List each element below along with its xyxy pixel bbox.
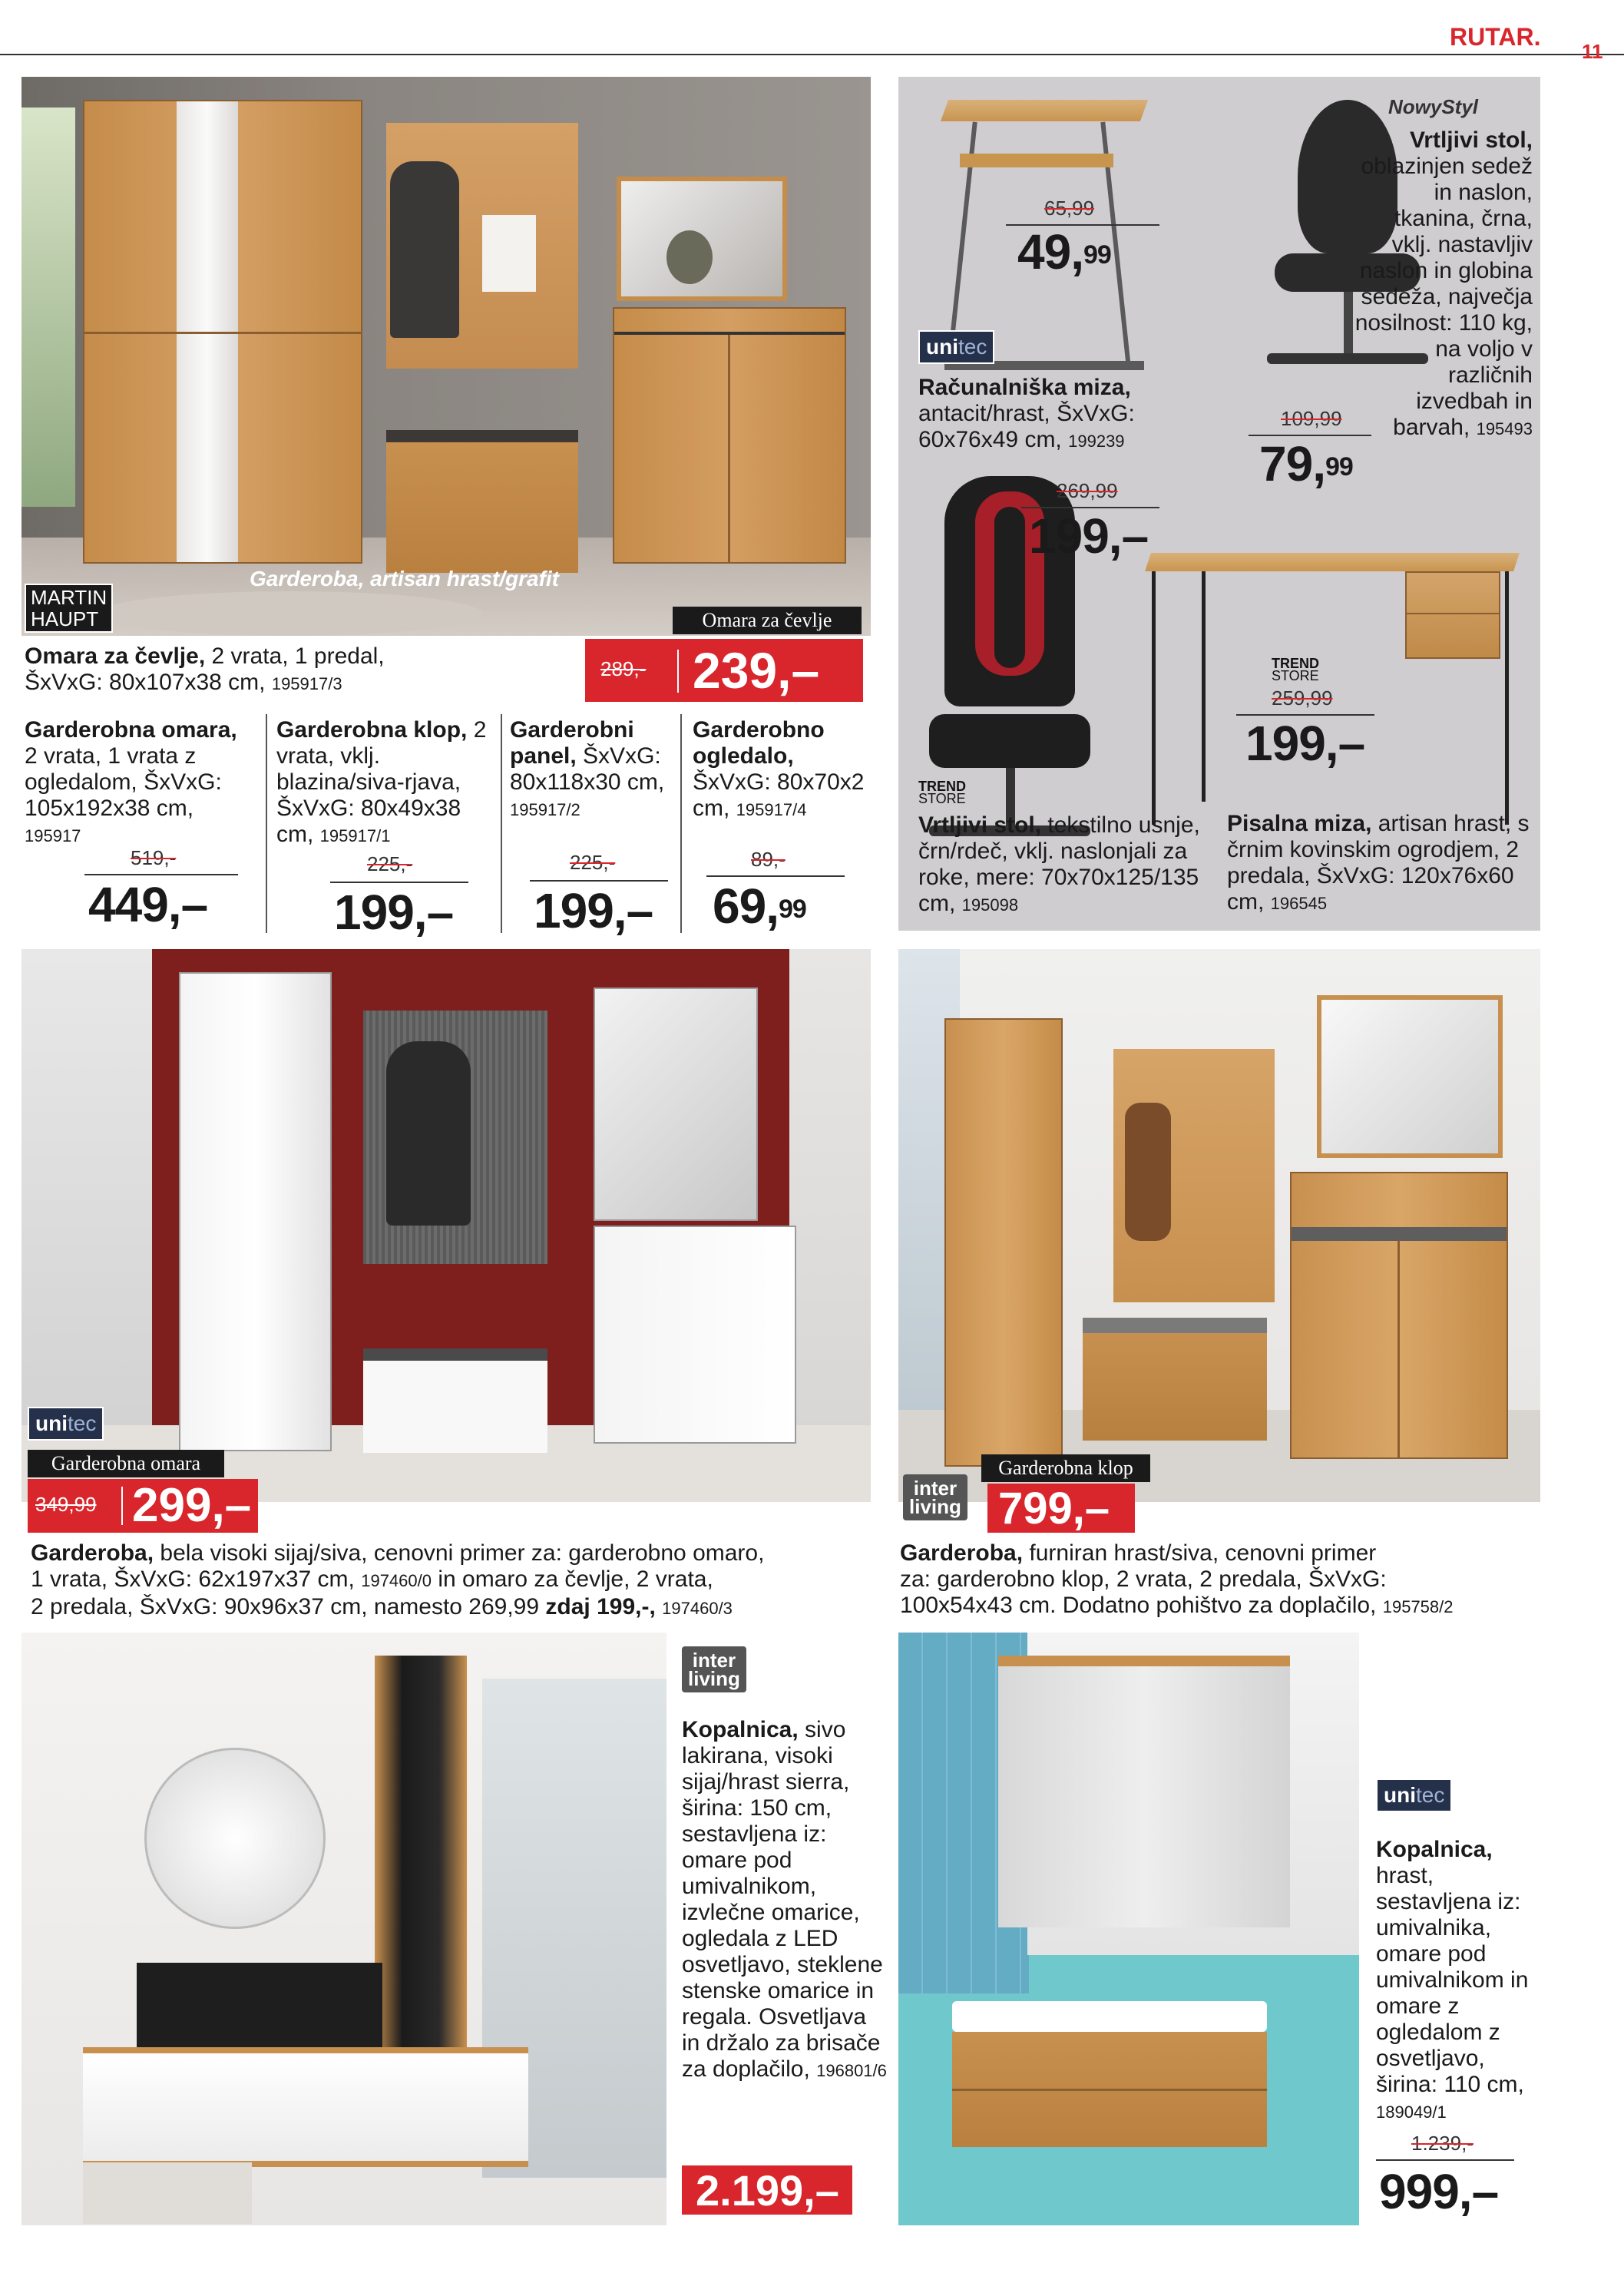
old-price: 225,- [570, 851, 616, 874]
desc-line-4: 2 predala, ŠxVxG: 90x96x37 cm, namesto 269,99 [31, 1594, 540, 1619]
price: 2.199,– [696, 2166, 839, 2215]
logo-part-1: uni [1384, 1783, 1416, 1807]
product-desc: 2 vrata, vklj. blazina/siva-rjava, ŠxVxG: 80x49x38 cm, [276, 717, 487, 847]
shoe-cabinet-tag: Omara za čevlje [673, 607, 862, 634]
old-price: 289,- [600, 657, 647, 680]
logo-line-2: STORE [918, 791, 966, 806]
old-price: 349,99 [35, 1493, 97, 1516]
product-name: Garderobna klop, [276, 717, 468, 743]
oak-wardrobe-photo [898, 949, 1540, 1502]
item-separator [501, 714, 502, 933]
gaming-chair-desc [918, 812, 1210, 918]
product-desc: antacit/hrast, ŠxVxG: 60x76x49 cm, [918, 401, 1135, 452]
price-dec: 99 [1325, 452, 1353, 481]
interliving-logo [903, 1474, 967, 1520]
desc-line-3: in omaro za čevlje, 2 vrata, [438, 1567, 713, 1592]
bathroom2-photo [898, 1633, 1359, 2225]
product-code: 195917/4 [736, 800, 807, 819]
product-name: Garderobna omara, [25, 717, 237, 743]
price: 199,– [1029, 508, 1149, 564]
bathroom1-price-box [682, 2165, 852, 2215]
old-price: 225,- [367, 852, 413, 875]
logo-line-1: MARTIN [31, 586, 107, 609]
product-desc: artisan hrast, s črnim kovinskim ogrodjem, 2 predala, ŠxVxG: 120x76x60 cm, [1227, 811, 1530, 915]
price: 239,– [693, 642, 820, 699]
wardrobe-tag: Garderobna omara [28, 1450, 224, 1477]
trend-store-logo [1272, 657, 1319, 682]
price [1259, 436, 1353, 491]
shoe-cabinet-price-box [585, 639, 863, 702]
product-code: 196545 [1270, 894, 1328, 913]
old-price: 65,99 [1044, 197, 1095, 220]
product-name: Garderobni panel, [510, 717, 634, 769]
price [1017, 224, 1111, 280]
product-desc: 2 vrata, 1 vrata z ogledalom, ŠxVxG: 105x192x38 cm, [25, 743, 222, 821]
logo-line-1: TREND [918, 779, 966, 794]
price-dec: 99 [778, 895, 806, 924]
logo-line-2: living [688, 1667, 740, 1690]
bathroom1-desc [682, 1717, 889, 2084]
product-code: 196801/6 [816, 2061, 887, 2080]
unitec-logo [28, 1407, 104, 1441]
product-name: Garderoba, [900, 1540, 1024, 1566]
price-rule [530, 880, 668, 882]
logo-line-1: TREND [1272, 656, 1319, 671]
logo-line-2: HAUPT [31, 607, 99, 630]
old-price: 519,- [131, 846, 177, 869]
product-code: 195917/3 [271, 674, 342, 693]
header-rule [0, 54, 1624, 55]
price: 199,– [1245, 716, 1365, 771]
old-price: 269,99 [1057, 479, 1118, 502]
trend-store-logo [918, 780, 966, 805]
bathroom2-desc [1376, 1837, 1553, 2126]
white-wardrobe-photo [21, 949, 871, 1502]
panel-item [510, 717, 679, 823]
product-code: 197460/3 [662, 1599, 733, 1618]
logo-part-2: tec [958, 335, 987, 359]
logo-line-1: inter [692, 1649, 736, 1672]
product-desc: sivo lakirana, visoki sijaj/hrast sierra, širina: 150 cm, sestavljena iz: omare pod umivalnikom, izvlečne omarice, ogledala z LED osvetljavo, steklene stenske omarice in regala. Osvetljava in držalo za brisače za doplačilo, [682, 1717, 883, 2082]
product-code: 195917 [25, 826, 81, 845]
product-dims: ŠxVxG: 80x107x38 cm, [25, 670, 266, 695]
mirror-item [693, 717, 877, 823]
price [713, 878, 806, 934]
bathroom1-photo [21, 1633, 666, 2225]
product-name: Garderoba, [31, 1540, 154, 1566]
desc-line-2: 1 vrata, ŠxVxG: 62x197x37 cm, [31, 1567, 355, 1592]
product-name: Kopalnica, [1376, 1837, 1493, 1862]
interliving-logo [682, 1646, 746, 1692]
price-int: 79, [1259, 436, 1325, 491]
item-separator [680, 714, 682, 933]
desc-line-2: za: garderobno klop, 2 vrata, 2 predala, ŠxVxG: [900, 1567, 1387, 1592]
white-wardrobe-price-box [28, 1479, 258, 1533]
logo-part-1: uni [35, 1411, 68, 1435]
product-desc: 2 vrata, 1 predal, [211, 643, 385, 669]
logo-line-1: inter [913, 1477, 958, 1500]
wardrobe-photo [21, 77, 871, 636]
writing-desk-desc [1227, 811, 1534, 917]
price-rule [706, 875, 845, 877]
price: 799,– [998, 1484, 1110, 1533]
old-price: 89,- [751, 848, 786, 871]
old-price: 1.239,- [1411, 2132, 1474, 2155]
product-code: 195098 [961, 895, 1019, 915]
oak-wardrobe-desc [900, 1540, 1545, 1620]
wardrobe-item [25, 717, 255, 849]
price: 999,– [1379, 2164, 1499, 2219]
price-dec: 99 [1083, 240, 1111, 270]
product-name: Računalniška miza, [918, 375, 1131, 400]
logo-part-2: tec [68, 1411, 97, 1435]
product-name: Garderobno ogledalo, [693, 717, 825, 769]
price-rule [330, 882, 468, 883]
product-desc: hrast, sestavljena iz: umivalnika, omare pod umivalnikom in omare z ogledalom z osvetljavo, širina: 110 cm, [1376, 1863, 1529, 2097]
logo-part-2: tec [1416, 1783, 1445, 1807]
nowystyl-logo: NowyStyl [1388, 95, 1479, 118]
bench-item [276, 717, 499, 849]
oak-wardrobe-price-box [987, 1484, 1135, 1533]
product-desc: ŠxVxG: 80x118x30 cm, [510, 743, 665, 795]
price-int: 69, [713, 878, 779, 934]
computer-desk-desc [918, 375, 1172, 455]
price: 199,– [534, 883, 653, 938]
product-code: 195917/1 [319, 826, 391, 845]
bench-tag: Garderobna klop [981, 1454, 1150, 1482]
logo-line-2: STORE [1272, 668, 1319, 683]
product-name: Omara za čevlje, [25, 643, 206, 669]
logo-line-2: living [909, 1495, 961, 1518]
product-name: Vrtljivi stol, [1409, 127, 1533, 153]
martin-haupt-logo [25, 584, 113, 633]
price-int: 49, [1017, 224, 1083, 280]
price: 449,– [88, 877, 208, 932]
desc-line-5: zdaj 199,-, [545, 1594, 656, 1619]
product-desc: oblazinjen sedež in naslon, tkanina, črna, vklj. nastavljiv naslon in globina sedeža, največja nosilnost: 110 kg, na voljo v različnih izvedbah in barvah, [1354, 154, 1533, 440]
white-wardrobe-desc [31, 1540, 875, 1622]
price-rule [84, 874, 238, 875]
price: 199,– [334, 885, 454, 940]
swivel-chair-desc [1351, 127, 1533, 442]
product-desc: tekstilno usnje, črn/rdeč, vklj. naslonjali za roke, mere: 70x70x125/135 cm, [918, 812, 1200, 916]
old-price: 109,99 [1281, 407, 1342, 430]
product-name: Kopalnica, [682, 1717, 799, 1742]
price-rule [1376, 2159, 1514, 2161]
product-code: 195758/2 [1382, 1597, 1454, 1616]
desc-line-1: bela visoki sijaj/siva, cenovni primer za: garderobno omaro, [160, 1540, 765, 1566]
page-number: 11 [1582, 40, 1603, 63]
product-desc: ŠxVxG: 80x70x2 cm, [693, 769, 865, 821]
logo-part-1: uni [926, 335, 958, 359]
brand-logo[interactable]: RUTAR. [1450, 23, 1541, 51]
product-code: 195493 [1476, 419, 1533, 438]
unitec-logo [1376, 1778, 1452, 1812]
photo-caption: Garderoba, artisan hrast/grafit [250, 567, 560, 591]
old-price: 259,99 [1272, 686, 1333, 710]
product-code: 195917/2 [510, 800, 580, 819]
product-code: 199239 [1068, 432, 1125, 451]
product-name: Pisalna miza, [1227, 811, 1372, 836]
product-name: Vrtljivi stol, [918, 812, 1042, 838]
product-code: 197460/0 [361, 1571, 432, 1590]
desc-line-1: furniran hrast/siva, cenovni primer [1029, 1540, 1377, 1566]
shoe-cabinet-desc [25, 643, 577, 697]
product-code: 189049/1 [1376, 2102, 1447, 2122]
price: 299,– [132, 1479, 252, 1532]
unitec-logo [918, 330, 994, 364]
desc-line-3: 100x54x43 cm. Dodatno pohištvo za doplačilo, [900, 1593, 1377, 1618]
item-separator [266, 714, 267, 933]
